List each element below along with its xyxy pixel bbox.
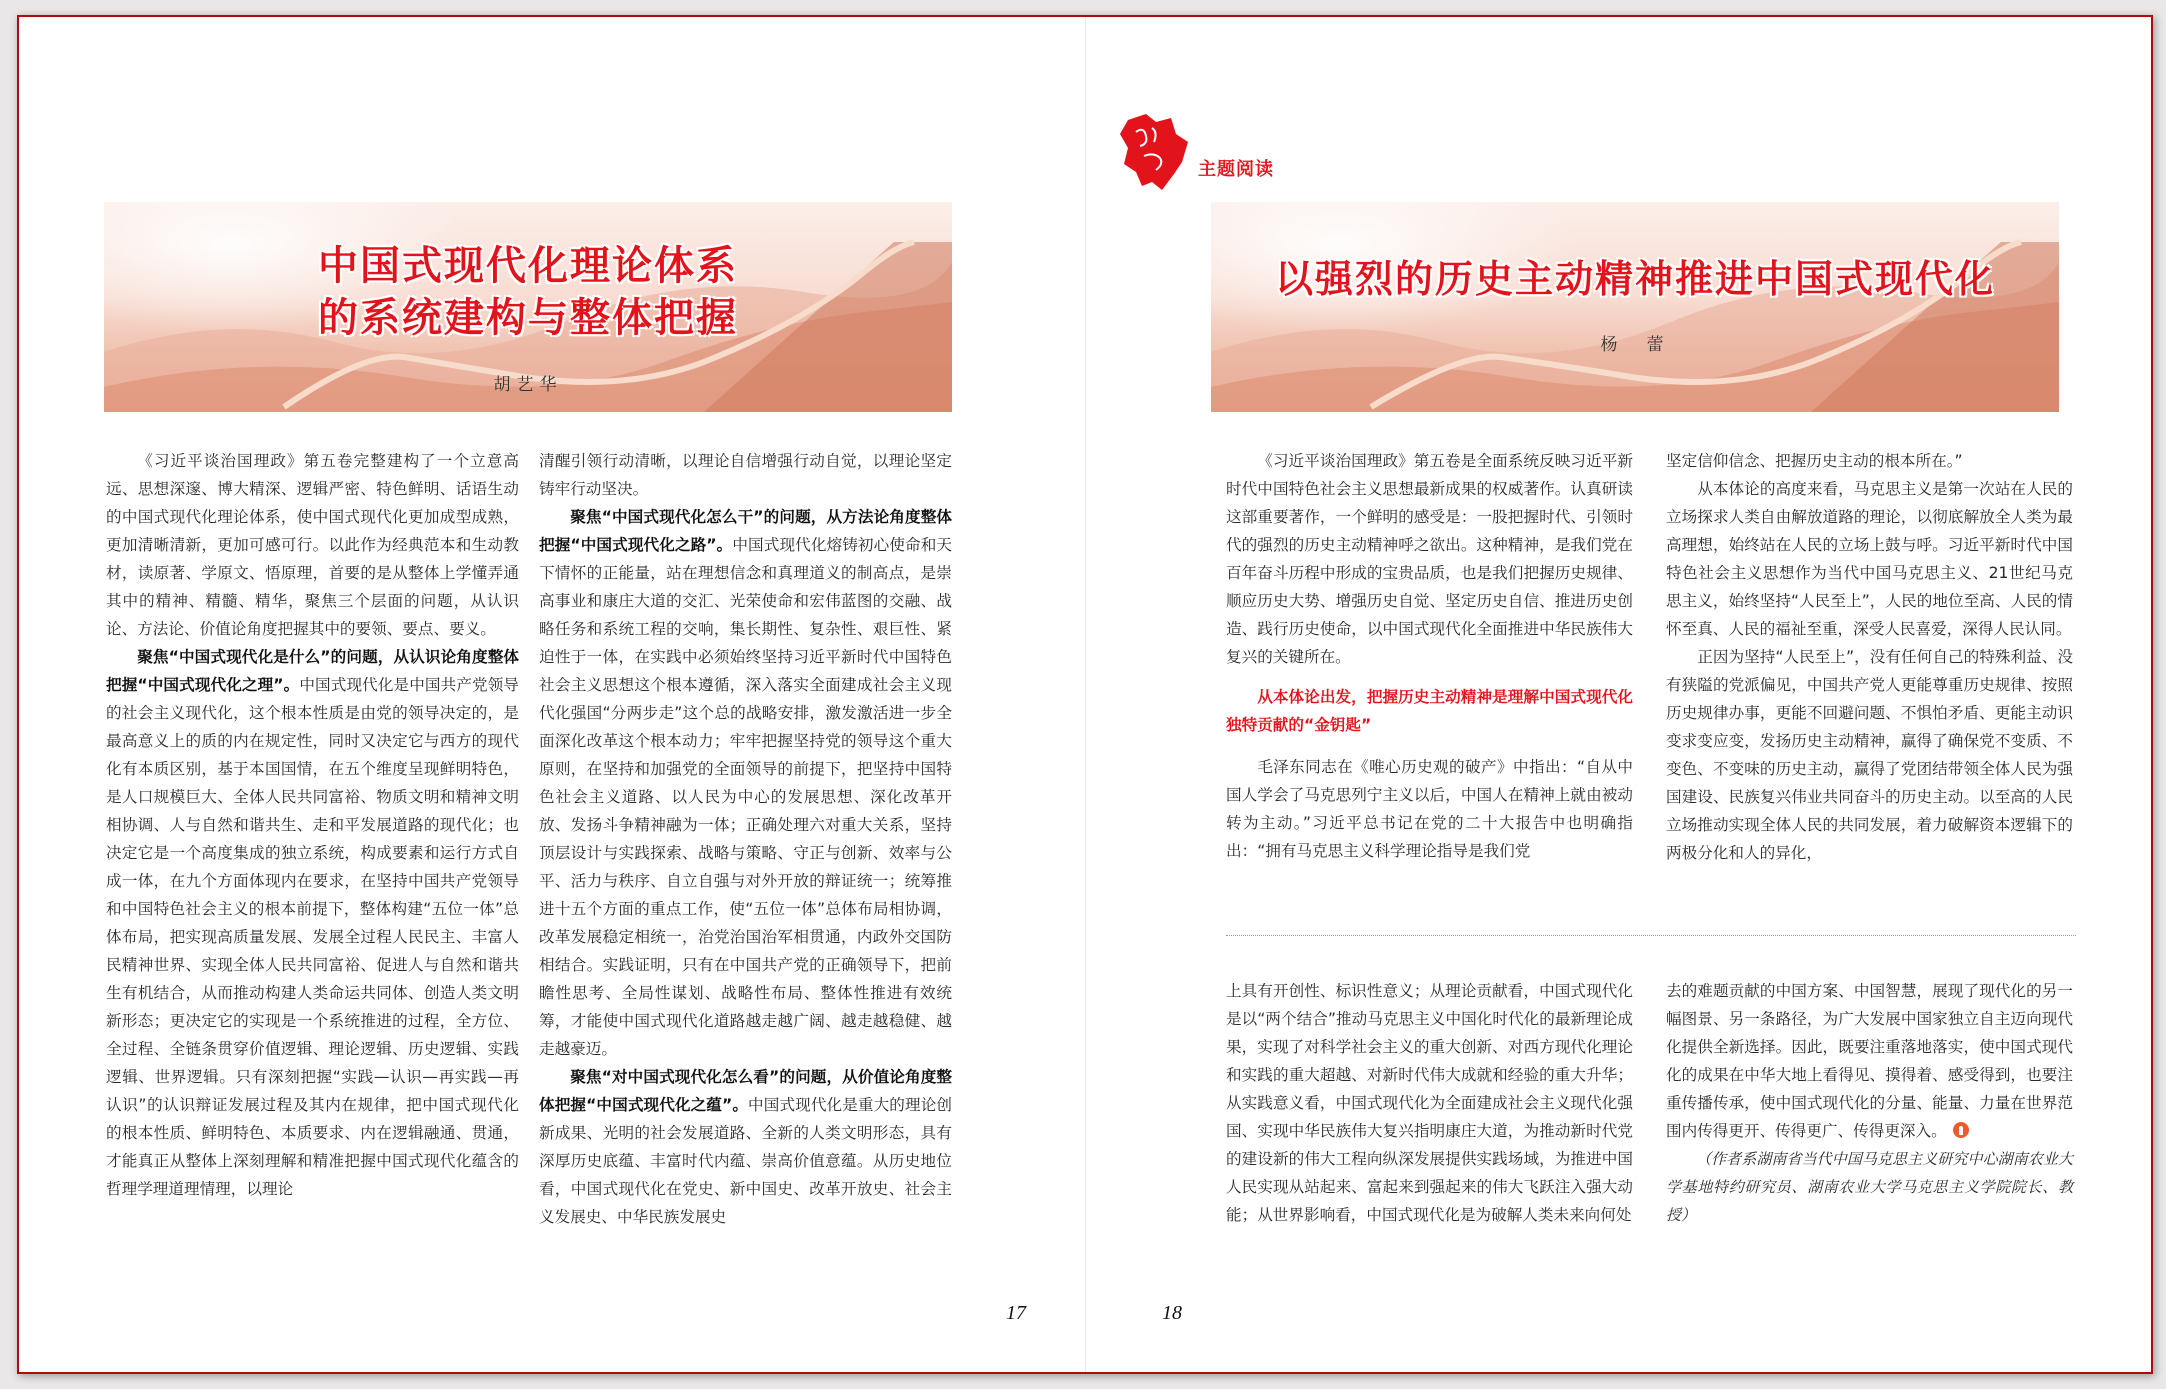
paragraph-lead: 聚焦“中国式现代化怎么干”的问题，从方法论角度整体把握“中国式现代化之路”。 bbox=[539, 508, 952, 554]
article-title: 中国式现代化理论体系 的系统建构与整体把握 bbox=[318, 243, 738, 341]
article-column-1-bottom bbox=[1226, 977, 1633, 1229]
paragraph: 去的难题贡献的中国方案、中国智慧，展现了现代化的另一幅图景、另一条路径，为广大发展中国家独立自主迈向现代化提供全新选择。因此，既要注重落地落实，使中国式现代化的成果在中华大地上看得见、摸得着、感受得到，也要注重传播传承，使中国式现代化的分量、能量、力量在世界范围内传得更开、传得更广、传得更深入。 bbox=[1666, 982, 2073, 1140]
hunan-map-logo-icon bbox=[1116, 112, 1196, 192]
great-wall-illustration bbox=[1211, 202, 2059, 412]
section-heading: 从本体论出发，把握历史主动精神是理解中国式现代化独特贡献的“金钥匙” bbox=[1226, 688, 1633, 734]
article-column-2-top bbox=[1666, 447, 2073, 867]
paragraph: 正因为坚持“人民至上”，没有任何自己的特殊利益、没有狭隘的党派偏见，中国共产党人更能尊重历史规律、按照历史规律办事，更能不回避问题、不惧怕矛盾、更能主动识变求变应变，发扬历史主动精神，赢得了确保党不变质、不变色、不变味的历史主动，赢得了党团结带领全体人民为强国建设、民族复兴伟业共同奋斗的历史主动。以至高的人民立场推动实现全体人民的共同发展，着力破解资本逻辑下的两极分化和人的异化， bbox=[1666, 648, 2073, 862]
paragraph: 清醒引领行动清晰，以理论自信增强行动自觉，以理论坚定铸牢行动坚决。 bbox=[539, 452, 952, 498]
magazine-spread bbox=[17, 15, 2153, 1374]
column-label: 主题阅读 bbox=[1198, 159, 1274, 180]
paragraph: 《习近平谈治国理政》第五卷完整建构了一个立意高远、思想深邃、博大精深、逻辑严密、特色鲜明、话语生动的中国式现代化理论体系，使中国式现代化更加成型成熟，更加清晰清新，更加可感可行。以此作为经典范本和生动教材，读原著、学原文、悟原理，首要的是从整体上学懂弄通其中的精神、精髓、精华，聚焦三个层面的问题，从认识论、方法论、价值论角度把握其中的要领、要点、要义。 bbox=[106, 452, 519, 638]
article-author: 胡艺华 bbox=[493, 375, 563, 395]
article-title: 以强烈的历史主动精神推进中国式现代化 bbox=[1274, 257, 1995, 301]
page-number: 18 bbox=[1162, 1302, 1182, 1324]
article-banner bbox=[104, 202, 952, 412]
paragraph-lead: 聚焦“中国式现代化是什么”的问题，从认识论角度整体把握“中国式现代化之理”。 bbox=[106, 648, 519, 694]
paragraph: 聚焦“对中国式现代化怎么看”的问题，从价值论角度整体把握“中国式现代化之蕴”。中国式现代化是重大的理论创新成果、光明的社会发展道路、全新的人类文明形态，具有深厚历史底蕴、丰富时代内蕴、崇高价值意蕴。从历史地位看，中国式现代化在党史、新中国史、改革开放史、社会主义发展史、中华民族发展史 bbox=[539, 1068, 952, 1226]
paragraph: 毛泽东同志在《唯心历史观的破产》中指出：“自从中国人学会了马克思列宁主义以后，中国人在精神上就由被动转为主动。”习近平总书记在党的二十大报告中也明确指出：“拥有马克思主义科学理论指导是我们党 bbox=[1226, 758, 1633, 860]
paragraph-lead: 聚焦“对中国式现代化怎么看”的问题，从价值论角度整体把握“中国式现代化之蕴”。 bbox=[539, 1068, 952, 1114]
page-number: 17 bbox=[1006, 1302, 1026, 1324]
paragraph: 从本体论的高度来看，马克思主义是第一次站在人民的立场探求人类自由解放道路的理论，以彻底解放全人类为最高理想，始终站在人民的立场上鼓与呼。习近平新时代中国特色社会主义思想作为当代中国马克思主义、21世纪马克思主义，始终坚持“人民至上”，人民的地位至高、人民的情怀至真、人民的福祉至重，深受人民喜爱，深得人民认同。 bbox=[1666, 480, 2073, 638]
article-column-1-top bbox=[1226, 447, 1633, 865]
article-banner bbox=[1211, 202, 2059, 412]
article-column-1 bbox=[106, 447, 519, 1203]
paragraph: 坚定信仰信念、把握历史主动的根本所在。” bbox=[1666, 452, 1963, 470]
left-page bbox=[19, 17, 1085, 1372]
paragraph: 聚焦“中国式现代化是什么”的问题，从认识论角度整体把握“中国式现代化之理”。中国式现代化是中国共产党领导的社会主义现代化，这个根本性质是由党的领导决定的，是最高意义上的质的内在规定性，同时又决定它与西方的现代化有本质区别，基于本国国情，在五个维度呈现鲜明特色，是人口规模巨大、全体人民共同富裕、物质文明和精神文明相协调、人与自然和谐共生、走和平发展道路的现代化；也决定它是一个高度集成的独立系统，构成要素和运行方式自成一体，在九个方面体现内在要求，在坚持中国共产党领导和中国特色社会主义的根本前提下，整体构建“五位一体”总体布局，把实现高质量发展、发展全过程人民民主、丰富人民精神世界、实现全体人民共同富裕、促进人与自然和谐共生有机结合，从而推动构建人类命运共同体、创造人类文明新形态；更决定它的实现是一个系统推进的过程，全方位、全过程、全链条贯穿价值逻辑、理论逻辑、历史逻辑、实践逻辑、世界逻辑。只有深刻把握“实践—认识—再实践—再认识”的认识辩证发展过程及其内在规律，把中国式现代化的根本性质、鲜明特色、本质要求、内在逻辑融通、贯通，才能真正从整体上深刻理解和精准把握中国式现代化蕴含的哲理学理道理情理，以理论 bbox=[106, 648, 519, 1198]
paragraph: 《习近平谈治国理政》第五卷是全面系统反映习近平新时代中国特色社会主义思想最新成果的权威著作。认真研读这部重要著作，一个鲜明的感受是：一股把握时代、引领时代的强烈的历史主动精神呼之欲出。这种精神，是我们党在百年奋斗历程中形成的宝贵品质，也是我们把握历史规律、顺应历史大势、增强历史自觉、坚定历史自信、推进历史创造、践行历史使命，以中国式现代化全面推进中华民族伟大复兴的关键所在。 bbox=[1226, 452, 1633, 666]
author-note: （作者系湖南省当代中国马克思主义研究中心湖南农业大学基地特约研究员、湖南农业大学马克思主义学院院长、教授） bbox=[1666, 1150, 2073, 1224]
paragraph: 聚焦“中国式现代化怎么干”的问题，从方法论角度整体把握“中国式现代化之路”。中国式现代化熔铸初心使命和天下情怀的正能量，站在理想信念和真理道义的制高点，是崇高事业和康庄大道的交汇、光荣使命和宏伟蓝图的交融、战略任务和系统工程的交响，集长期性、复杂性、艰巨性、紧迫性于一体，在实践中必须始终坚持习近平新时代中国特色社会主义思想这个根本遵循，深入落实全面建成社会主义现代化强国“分两步走”这个总的战略安排，激发激活进一步全面深化改革这个根本动力；牢牢把握坚持党的领导这个重大原则，在坚持和加强党的全面领导的前提下，把坚持中国特色社会主义道路、以人民为中心的发展思想、深化改革开放、发扬斗争精神融为一体；正确处理六对重大关系，坚持顶层设计与实践探索、战略与策略、守正与创新、效率与公平、活力与秩序、自立自强与对外开放的辩证统一；统筹推进十五个方面的重点工作，使“五位一体”总体布局相协调，改革发展稳定相统一，治党治国治军相贯通，内政外交国防相结合。实践证明，只有在中国共产党的正确领导下，把前瞻性思考、全局性谋划、战略性布局、整体性推进有效统筹，才能使中国式现代化道路越走越广阔、越走越稳健、越走越豪迈。 bbox=[539, 508, 952, 1058]
article-end-icon bbox=[1953, 1122, 1969, 1138]
section-divider bbox=[1226, 935, 2076, 936]
article-column-2-bottom bbox=[1666, 977, 2073, 1229]
paragraph: 上具有开创性、标识性意义；从理论贡献看，中国式现代化是以“两个结合”推动马克思主义中国化时代化的最新理论成果，实现了对科学社会主义的重大创新、对西方现代化理论和实践的重大超越、对新时代伟大成就和经验的重大升华；从实践意义看，中国式现代化为全面建成社会主义现代化强国、实现中华民族伟大复兴指明康庄大道，为推动新时代党的建设新的伟大工程向纵深发展提供实践场域，为推进中国人民实现从站起来、富起来到强起来的伟大飞跃注入强大动能；从世界影响看，中国式现代化是为破解人类未来向何处 bbox=[1226, 982, 1633, 1224]
right-page bbox=[1085, 17, 2152, 1372]
article-column-2 bbox=[539, 447, 952, 1231]
article-author: 杨 蕾 bbox=[1600, 335, 1670, 355]
